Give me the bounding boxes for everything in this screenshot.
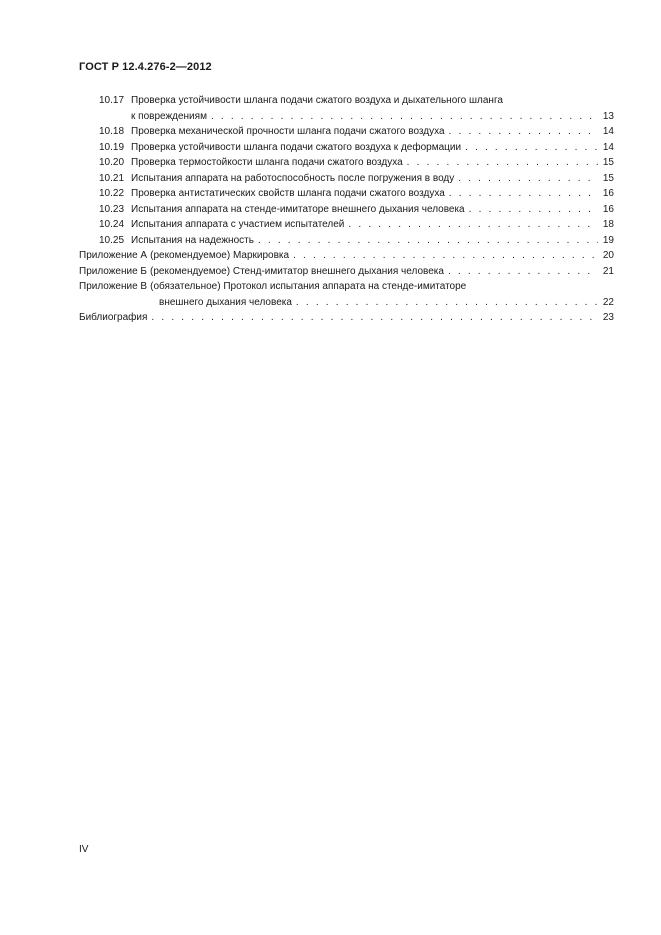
toc-entry-appendix-b[interactable] [79,264,614,280]
toc-entry-10-17[interactable] [79,93,614,124]
toc-leader-dots [151,310,598,326]
toc-entry-title: (обязательное) Протокол испытания аппарата на стенде-имитаторе [150,281,467,292]
toc-entry-number: 10.19 [99,141,125,153]
toc-leader-dots [296,295,598,311]
toc-entry-title-continued: внешнего дыхания человека [159,296,292,308]
toc-entry-title: Испытания аппарата с участием испытателей [131,219,345,230]
toc-entry-number: 10.17 [99,95,125,106]
toc-entry-bibliography[interactable] [79,310,614,326]
toc-leader-dots [449,124,598,140]
toc-entry-page: 14 [602,141,614,153]
toc-entry-page: 18 [602,219,614,230]
toc-leader-dots [458,171,598,187]
toc-entry-10-25[interactable] [79,233,614,249]
toc-entry-10-19[interactable] [79,140,614,156]
toc-entry-number: 10.18 [99,126,125,137]
toc-entry-page: 19 [602,234,614,246]
toc-entry-appendix-v[interactable] [79,279,614,310]
toc-leader-dots [293,248,598,264]
toc-leader-dots [449,186,598,202]
toc-entry-title: Проверка антистатических свойств шланга подачи сжатого воздуха [131,188,445,199]
toc-entry-10-23[interactable] [79,202,614,218]
toc-leader-dots [348,217,598,233]
toc-entry-title: Испытания аппарата на работоспособность после погружения в воду [131,172,455,184]
toc-entry-number: 10.22 [99,188,125,199]
toc-entry-number: 10.23 [99,203,125,215]
toc-entry-page: 23 [602,312,614,323]
toc-entry-number: 10.20 [99,157,125,168]
toc-entry-title-continued: к повреждениям [131,110,207,122]
toc-entry-title: (рекомендуемое) Стенд-имитатор внешнего дыхания человека [150,265,444,277]
toc-entry-10-18[interactable] [79,124,614,140]
toc-entry-10-21[interactable] [79,171,614,187]
toc-entry-title: (рекомендуемое) Маркировка [150,250,290,261]
toc-entry-page: 13 [602,110,614,122]
toc-leader-dots [469,202,598,218]
toc-entry-number: 10.24 [99,219,125,230]
toc-entry-page: 14 [602,126,614,137]
toc-entry-page: 15 [602,157,614,168]
toc-entry-page: 21 [602,265,614,277]
toc-entry-number: 10.21 [99,172,125,184]
toc-entry-number: 10.25 [99,234,125,246]
toc-leader-dots [407,155,598,171]
page-number: IV [79,844,89,855]
toc-entry-title: Испытания на надежность [131,234,254,246]
toc-entry-title: Проверка механической прочности шланга подачи сжатого воздуха [131,126,445,137]
toc-entry-title: Испытания аппарата на стенде-имитаторе внешнего дыхания человека [131,203,465,215]
toc-entry-title: Проверка устойчивости шланга подачи сжатого воздуха к деформации [131,141,462,153]
toc-entry-appendix-a[interactable] [79,248,614,264]
toc-entry-page: 22 [602,296,614,308]
toc-entry-title: Проверка термостойкости шланга подачи сжатого воздуха [131,157,403,168]
toc-entry-10-22[interactable] [79,186,614,202]
toc-leader-dots [211,109,598,125]
toc-appendix-label: Приложение А [79,250,148,261]
toc-leader-dots [465,140,598,156]
toc-entry-page: 20 [602,250,614,261]
toc-entry-title: Библиография [79,312,148,323]
toc-appendix-label: Приложение В [79,281,148,292]
toc-leader-dots [258,233,598,249]
toc-appendix-label: Приложение Б [79,265,147,277]
toc-leader-dots [448,264,598,280]
table-of-contents [79,93,614,326]
toc-entry-title: Проверка устойчивости шланга подачи сжатого воздуха и дыхательного шланга [131,95,503,106]
document-header: ГОСТ Р 12.4.276-2—2012 [79,61,212,73]
toc-entry-page: 15 [602,172,614,184]
toc-entry-10-20[interactable] [79,155,614,171]
toc-entry-10-24[interactable] [79,217,614,233]
toc-entry-page: 16 [602,203,614,215]
toc-entry-page: 16 [602,188,614,199]
